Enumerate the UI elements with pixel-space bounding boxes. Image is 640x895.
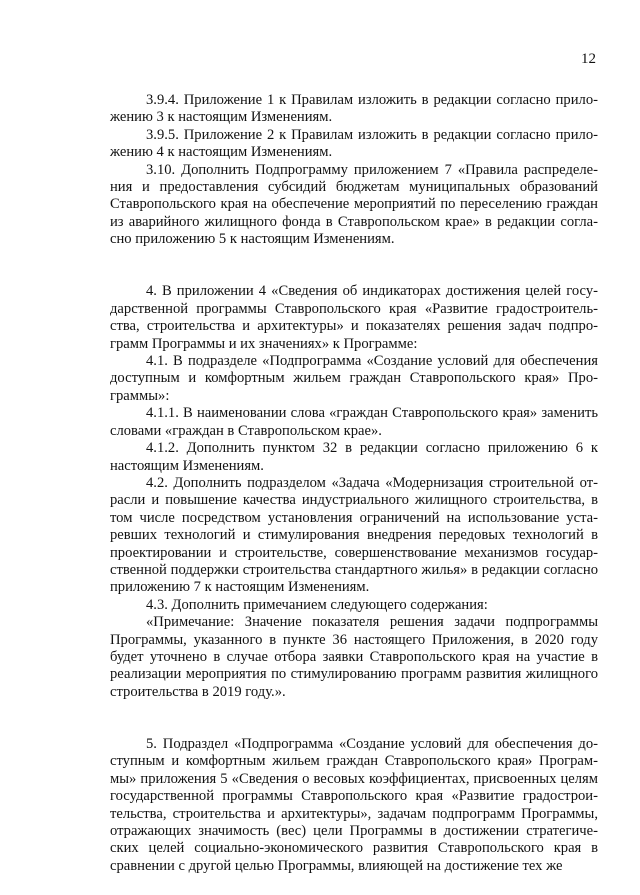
paragraph-3-9-5: 3.9.5. Приложение 2 к Правилам изложить в редакции согласно приложению 4 к настоящим Изменениям. xyxy=(110,126,598,161)
paragraph-spacer xyxy=(110,719,598,736)
paragraph-spacer xyxy=(110,701,598,718)
paragraph-spacer xyxy=(110,249,598,266)
paragraph-note: «Примечание: Значение показателя решения задачи подпрограммы Программы, указанного в пункте 36 настоящего Приложения, в 2020 году будет уточнено в случае отбора заявки Ставропольского края на участие в реализации мероприятия по стимулированию программ развития жилищного строительства в 2019 году.». xyxy=(110,614,598,700)
paragraph-4-1: 4.1. В подразделе «Подпрограмма «Создание условий для обеспечения доступным и комфортным жильем граждан Ставропольского края» Программы»: xyxy=(110,353,598,404)
paragraph-5: 5. Подраздел «Подпрограмма «Создание условий для обеспечения доступным и комфортным жильем граждан Ставропольского края» Программы» приложения 5 «Сведения о весовых коэффициентах, присвоенных целям государственной программы Ставропольского края «Развитие градостроительства, строительства и архитектуры», задачам подпрограмм Программы, отражающих значимость (вес) цели Программы в достижении стратегических целей социально-экономического развития Ставропольского края в сравнении с другой целью Программы, влияющей на достижение тех же xyxy=(110,735,598,874)
paragraph-spacer xyxy=(110,266,598,283)
page-number: 12 xyxy=(581,51,596,67)
paragraph-3-10: 3.10. Дополнить Подпрограмму приложением 7 «Правила распределения и предоставления субсидий бюджетам муниципальных образований Ставропольского края на обеспечение мероприятий по переселению граждан из аварийного жилищного фонда в Ставропольском крае» в редакции согласно приложению 5 к настоящим Изменениям. xyxy=(110,161,598,248)
paragraph-4-2: 4.2. Дополнить подразделом «Задача «Модернизация строительной отрасли и повышение качества индустриального жилищного строительства, в том числе посредством установления ограничений на использование устаревших технологий и стимулирования внедрения передовых технологий в проектировании и строительстве, совершенствование механизмов государственной поддержки строительства стандартного жилья» в редакции согласно приложению 7 к настоящим Изменениям. xyxy=(110,474,598,596)
paragraph-3-9-4: 3.9.4. Приложение 1 к Правилам изложить в редакции согласно приложению 3 к настоящим Изменениям. xyxy=(110,92,598,126)
paragraph-4-1-1: 4.1.1. В наименовании слова «граждан Ставропольского края» заменить словами «граждан в Ставропольском крае». xyxy=(110,405,598,439)
paragraph-4-1-2: 4.1.2. Дополнить пунктом 32 в редакции согласно приложению 6 к настоящим Изменениям. xyxy=(110,440,598,474)
paragraph-4-3: 4.3. Дополнить примечанием следующего содержания: xyxy=(146,596,488,613)
paragraph-4: 4. В приложении 4 «Сведения об индикаторах достижения целей государственной программы Ставропольского края «Развитие градостроительства, строительства и архитектуры» и показателях решения задач подпрограмм Программы и их значениях» к Программе: xyxy=(110,283,598,352)
document-body xyxy=(110,92,598,875)
